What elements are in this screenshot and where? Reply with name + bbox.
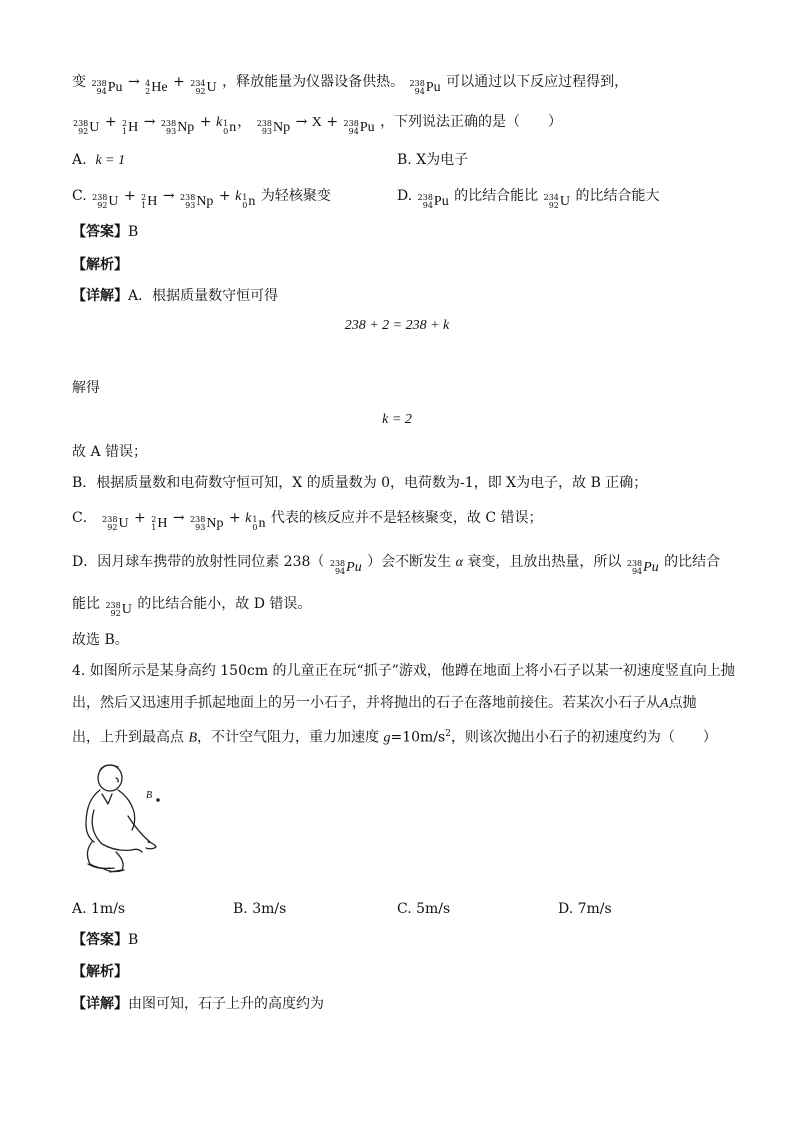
arrow: → [172,510,185,526]
child-drawing [72,760,180,880]
text: D．因月球车携带的放射性同位素 238（ [72,554,325,570]
text: 的比结合能比 [454,188,539,204]
nuclide-u234: 234 92 U [190,79,217,96]
nuclide-u238: 238 92 U [92,193,119,210]
q3-c-line [72,508,543,534]
nuclide-np238: 238 93 Np [160,119,195,136]
analysis-label: 【解析】 [72,964,128,980]
plus: + [199,114,212,130]
text: 代表的核反应并不是轻核聚变，故 C 错误； [270,510,543,526]
figure-label-b: B [146,790,153,801]
text: 的比结合 [664,554,721,570]
plus: + [134,510,146,526]
text: 出，然后又迅速用手抓起地面上的另一小石子，并将抛出的石子在落地前接住。若某次小石子从 [72,695,660,711]
nuclide-h2: 2 1 H [141,193,158,210]
q3-answer [72,222,138,242]
arrow: → [295,114,308,130]
equation-text: 238 + 2 = 238 + k [344,318,450,333]
q3-option-d [397,186,659,212]
option-b-text: B. X为电子 [397,152,469,168]
q4-option-c [397,899,450,919]
answer-value: B [128,932,139,948]
nuclide-u238: 238 92 U [73,119,100,136]
q3-choose [72,630,129,650]
stone-icon [156,798,160,802]
nuclide-np238: 238 93 Np [190,515,224,532]
k-var: k [245,511,252,526]
nuclide-pu238-b: 238 94 Pu [409,79,441,96]
nuclide-u238: 238 92 U [105,601,132,618]
plus: + [326,114,339,130]
text: 能比 [72,596,100,612]
nuclide-pu238: 238 94 Pu [91,79,123,96]
text: 的比结合能小，故 D 错误。 [137,596,312,612]
q4-answer [72,930,138,950]
text: 为轻核聚变 [260,188,331,204]
point-a: A [660,696,669,711]
child-figure [72,760,180,880]
q4-option-b [233,899,286,919]
option-label: C. [72,188,87,204]
q4-analysis-label [72,962,128,982]
q4-line-2 [72,693,697,714]
nuclide-h2: 2 1 H [151,515,168,532]
q3-a-wrong [72,442,147,462]
nuclide-u234: 234 92 U [543,193,571,210]
arrow: → [127,74,140,90]
nuclide-n: 1 0 n [252,515,266,532]
nuclide-u238: 238 92 U [102,515,129,532]
nuclide-pu238-italic: 238 94 Pu [626,559,659,576]
text: A．根据质量数守恒可得 [128,288,279,304]
detail-label: 【详解】 [72,996,128,1012]
text: B．根据质量数和电荷数守恒可知，X 的质量数为 0，电荷数为-1，即 X为电子，故 B 正确； [72,475,648,491]
text: 故选 B。 [72,632,129,648]
plus: + [123,188,136,204]
answer-label: 【答案】 [72,932,128,948]
text: 衰变，且放出热量，所以 [467,554,622,570]
text: 故 A 错误； [72,444,148,460]
q3-analysis-label [72,255,128,275]
option-text: B. 3m/s [233,901,287,917]
arrow: → [143,114,156,130]
q3-d-line-2 [72,594,311,620]
g-value: =10m/s [390,729,446,746]
nuclide-np238-b: 238 93 Np [256,119,291,136]
text: 点抛 [668,695,697,711]
equation-text: k = 2 [382,412,412,427]
alpha-symbol: α [455,555,463,570]
intro-line-1 [72,72,628,98]
q4-option-d [558,899,612,919]
g-symbol: g [383,730,391,746]
text: 的比结合能大 [575,188,660,204]
text: ，释放能量为仪器设备供热。 [222,74,405,90]
q3-detail-a [72,286,278,306]
text: C． [72,510,97,526]
k-var: k [215,115,223,130]
text: 4. 如图所示是某身高约 150cm 的儿童正在玩“抓子”游戏，他蹲在地面上将小石子以某一初速度竖直向上抛 [72,663,735,679]
text: 解得 [72,380,100,396]
option-label: D. [397,188,413,204]
plus: + [173,74,185,90]
text: ）会不断发生 [367,554,452,570]
text: ，则该次抛出小石子的初速度约为（ ） [450,729,717,746]
q3-option-c [72,186,331,212]
nuclide-pu238-italic: 238 94 Pu [329,559,362,576]
text: ，下列说法正确的是（ ） [380,114,563,130]
option-label: A. [72,152,87,168]
text: ，不计空气阻力，重力加速度 [197,729,380,746]
text: 出，上升到最高点 [72,729,184,746]
nuclide-np238: 238 93 Np [180,193,214,210]
q4-detail [72,994,324,1014]
plus: + [218,188,231,204]
nuclide-pu238-c: 238 94 Pu [343,119,375,136]
answer-value: B [128,224,139,240]
text: 可以通过以下反应过程得到， [446,74,629,90]
nuclide-h2: 2 1 H [122,119,139,136]
nuclide-he4: 4 2 He [145,79,168,96]
q4-line-1 [72,661,735,681]
q4-option-a [72,899,125,919]
analysis-label: 【解析】 [72,257,128,273]
x-symbol: X [311,115,322,130]
plus: + [104,114,117,130]
q3-option-a [72,150,125,171]
option-text: A. 1m/s [72,901,126,917]
point-b: B [188,730,198,746]
option-a-expr: k = 1 [95,153,126,168]
nuclide-pu238: 238 94 Pu [417,193,449,210]
text: 由图可知，石子上升的高度约为 [128,996,324,1012]
plus: + [228,510,241,526]
arrow: → [162,188,175,204]
q3-option-b [397,150,468,170]
k-var: k [235,189,242,204]
option-text: D. 7m/s [558,901,612,917]
option-text: C. 5m/s [397,901,451,917]
intro-line-2: 238 92 U + 2 1 H → 238 93 Np + k 1 0 n ， 238 93 Np → X + 238 94 Pu ，下列说法正确的是（ ） [73,114,563,136]
detail-label: 【详解】 [72,288,128,304]
nuclide-n: 1 0 n [242,193,256,210]
q3-solve-label [72,378,100,398]
q3-d-line [72,552,720,578]
text: 变 [72,74,86,90]
nuclide-n: 1 0 n [223,119,237,136]
g-exponent: 2 [445,729,451,739]
q4-line-3 [72,724,717,749]
equation-k [0,410,794,430]
equation-mass [0,316,794,336]
answer-label: 【答案】 [72,224,128,240]
q3-b-line [72,473,647,493]
